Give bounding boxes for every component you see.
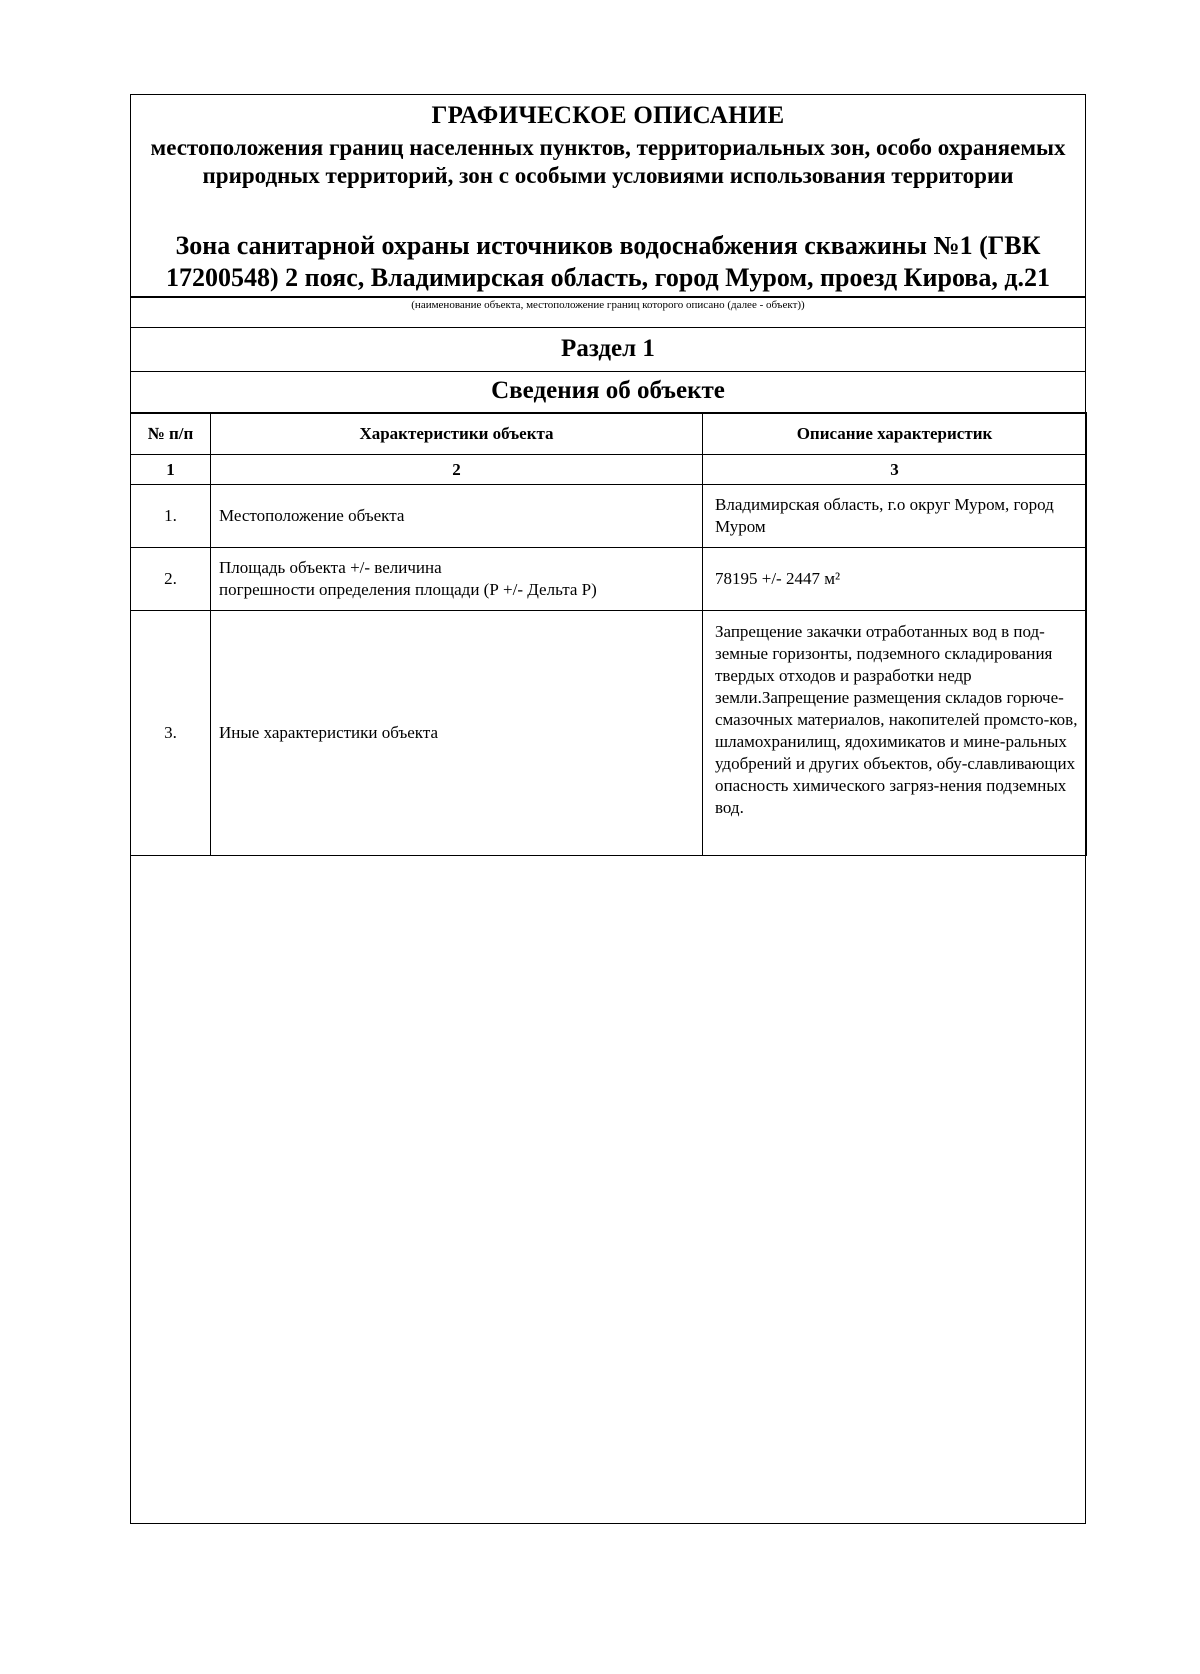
row-description: 78195 +/- 2447 м² <box>703 548 1087 611</box>
table-row <box>131 548 1087 611</box>
row-characteristic-line: погрешности определения площади (Р +/- Дельта Р) <box>219 580 597 599</box>
column-number: 2 <box>211 455 703 485</box>
object-name: Зона санитарной охраны источников водоснабжения скважины №1 (ГВК 17200548) 2 пояс, Владимирская область, город Муром, проезд Кирова, д.21 <box>166 231 1050 292</box>
section-label <box>130 327 1086 372</box>
table-header-row <box>131 413 1087 455</box>
row-characteristic-line: Площадь объекта +/- величина <box>219 558 442 577</box>
column-number-row <box>131 455 1087 485</box>
section-heading <box>130 370 1086 414</box>
object-caption: (наименование объекта, местоположение границ которого описано (далее - объект)) <box>411 299 805 311</box>
row-number: 1. <box>131 485 211 548</box>
row-characteristic: Местоположение объекта <box>211 485 703 548</box>
row-characteristic <box>211 548 703 611</box>
column-header: Описание характеристик <box>703 413 1087 455</box>
row-number: 3. <box>131 611 211 856</box>
column-header: Характеристики объекта <box>211 413 703 455</box>
column-header: № п/п <box>131 413 211 455</box>
divider-line <box>130 296 1086 298</box>
section-heading-text: Сведения об объекте <box>491 377 725 404</box>
column-number: 1 <box>131 455 211 485</box>
table-row <box>131 611 1087 856</box>
table-row <box>131 485 1087 548</box>
object-info-table <box>130 412 1087 856</box>
document-title: ГРАФИЧЕСКОЕ ОПИСАНИЕ <box>431 102 785 129</box>
row-characteristic: Иные характеристики объекта <box>211 611 703 856</box>
column-number: 3 <box>703 455 1087 485</box>
row-number: 2. <box>131 548 211 611</box>
row-description: Запрещение закачки отработанных вод в под-земные горизонты, подземного складирования твердых отходов и разработки недр земли.Запрещение размещения складов горюче-смазочных материалов, накопителей промсто-ков, шламохранилищ, ядохимикатов и мине-ральных удобрений и других объектов, обу-славливающих опасность химического загряз-нения подземных вод. <box>703 611 1087 856</box>
section-label-text: Раздел 1 <box>561 335 655 362</box>
row-description: Владимирская область, г.о округ Муром, город Муром <box>703 485 1087 548</box>
document-subtitle: местоположения границ населенных пунктов, территориальных зон, особо охраняемых природных территорий, зон с особыми условиями использования территории <box>150 135 1066 188</box>
